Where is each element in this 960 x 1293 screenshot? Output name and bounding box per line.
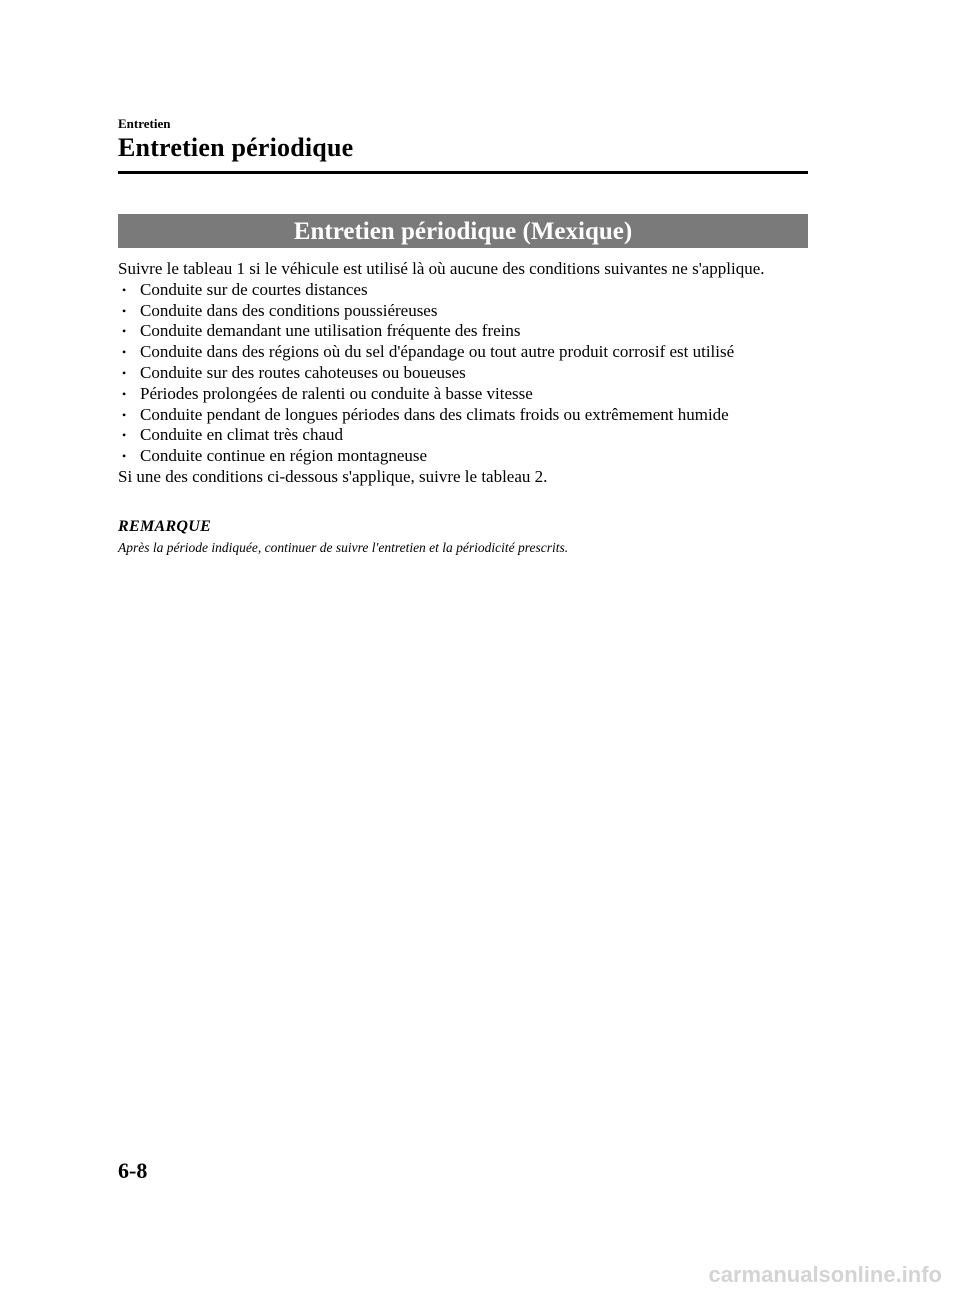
title-divider xyxy=(118,171,808,174)
outro-paragraph: Si une des conditions ci-dessous s'applique, suivre le tableau 2. xyxy=(118,466,548,486)
bullet-icon: • xyxy=(122,303,127,318)
section-title: Entretien périodique xyxy=(118,133,354,162)
list-item-text: Conduite dans des régions où du sel d'épandage ou tout autre produit corrosif est utilisé xyxy=(140,342,735,362)
list-item-text: Conduite en climat très chaud xyxy=(140,425,343,445)
bullet-icon: • xyxy=(122,449,127,464)
list-item-text: Périodes prolongées de ralenti ou conduite à basse vitesse xyxy=(140,383,533,403)
bullet-icon: • xyxy=(122,407,127,422)
remark-title: REMARQUE xyxy=(118,518,212,535)
list-item-text: Conduite dans des conditions poussiéreuses xyxy=(140,300,438,320)
list-item xyxy=(118,301,808,322)
list-item xyxy=(118,342,808,363)
section-banner: Entretien périodique (Mexique) xyxy=(118,214,808,248)
list-item xyxy=(118,280,808,301)
bullet-icon: • xyxy=(122,324,127,339)
bullet-icon: • xyxy=(122,428,127,443)
conditions-list xyxy=(118,280,808,467)
bullet-icon: • xyxy=(122,386,127,401)
list-item xyxy=(118,405,808,426)
list-item-text: Conduite sur des routes cahoteuses ou boueuses xyxy=(140,362,466,382)
list-item-text: Conduite pendant de longues périodes dans des climats froids ou extrêmement humide xyxy=(140,404,729,424)
bullet-icon: • xyxy=(122,282,127,297)
page-number: 6-8 xyxy=(118,1158,148,1183)
list-item-text: Conduite continue en région montagneuse xyxy=(140,446,428,466)
bullet-icon: • xyxy=(122,345,127,360)
bullet-icon: • xyxy=(122,365,127,380)
remark-text: Après la période indiquée, continuer de suivre l'entretien et la périodicité prescrits. xyxy=(118,540,569,555)
remark-block xyxy=(118,517,808,557)
main-content xyxy=(118,259,808,488)
list-item xyxy=(118,384,808,405)
list-item xyxy=(118,321,808,342)
list-item xyxy=(118,425,808,446)
chapter-label: Entretien xyxy=(118,116,171,131)
list-item-text: Conduite sur de courtes distances xyxy=(140,279,368,299)
list-item-text: Conduite demandant une utilisation fréquente des freins xyxy=(140,321,521,341)
intro-paragraph: Suivre le tableau 1 si le véhicule est utilisé là où aucune des conditions suivantes ne s'applique. xyxy=(118,259,765,278)
list-item xyxy=(118,446,808,467)
list-item xyxy=(118,363,808,384)
watermark: carmanualsonline.info xyxy=(708,1262,942,1287)
